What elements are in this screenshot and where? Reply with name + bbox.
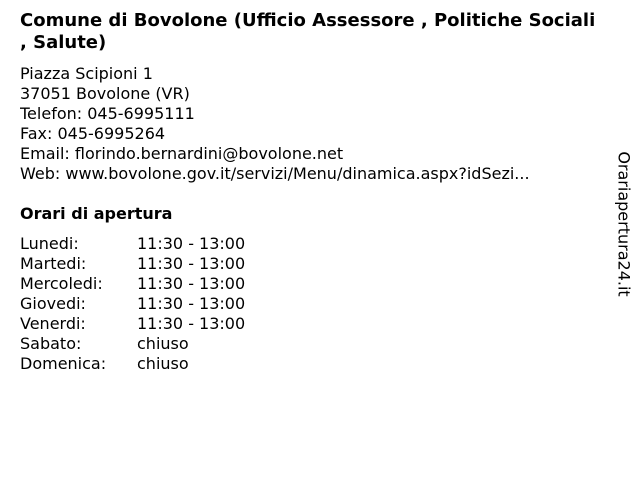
hours-row-monday: [20, 234, 245, 254]
watermark-text: Orariapertura24.it: [615, 151, 634, 297]
opening-hours-heading: Orari di apertura: [20, 204, 173, 223]
day-label: Domenica:: [20, 354, 107, 373]
hours-row-sunday: [20, 354, 245, 374]
day-label: Venerdi:: [20, 314, 86, 333]
day-hours: 11:30 - 13:00: [137, 314, 246, 333]
site-watermark: [612, 136, 636, 312]
day-hours: chiuso: [137, 334, 189, 353]
opening-hours-table: [20, 234, 245, 374]
address-city: 37051 Bovolone (VR): [20, 84, 190, 103]
day-label: Lunedi:: [20, 234, 79, 253]
office-title: Comune di Bovolone (Ufficio Assessore , Politiche Sociali , Salute): [20, 10, 596, 53]
day-label: Giovedi:: [20, 294, 86, 313]
day-hours: chiuso: [137, 354, 189, 373]
day-hours: 11:30 - 13:00: [137, 234, 246, 253]
hours-row-thursday: [20, 294, 245, 314]
day-hours: 11:30 - 13:00: [137, 254, 246, 273]
contact-block: [20, 64, 595, 184]
day-label: Sabato:: [20, 334, 82, 353]
day-hours: 11:30 - 13:00: [137, 274, 246, 293]
address-street: Piazza Scipioni 1: [20, 64, 153, 83]
email-address: Email: florindo.bernardini@bovolone.net: [20, 144, 344, 163]
hours-row-tuesday: [20, 254, 245, 274]
fax-number: Fax: 045-6995264: [20, 124, 166, 143]
phone-number: Telefon: 045-6995111: [20, 104, 195, 123]
day-label: Martedi:: [20, 254, 87, 273]
website-url: Web: www.bovolone.gov.it/servizi/Menu/dinamica.aspx?idSezi...: [20, 164, 530, 183]
hours-row-wednesday: [20, 274, 245, 294]
day-hours: 11:30 - 13:00: [137, 294, 246, 313]
day-label: Mercoledi:: [20, 274, 103, 293]
hours-row-saturday: [20, 334, 245, 354]
hours-row-friday: [20, 314, 245, 334]
